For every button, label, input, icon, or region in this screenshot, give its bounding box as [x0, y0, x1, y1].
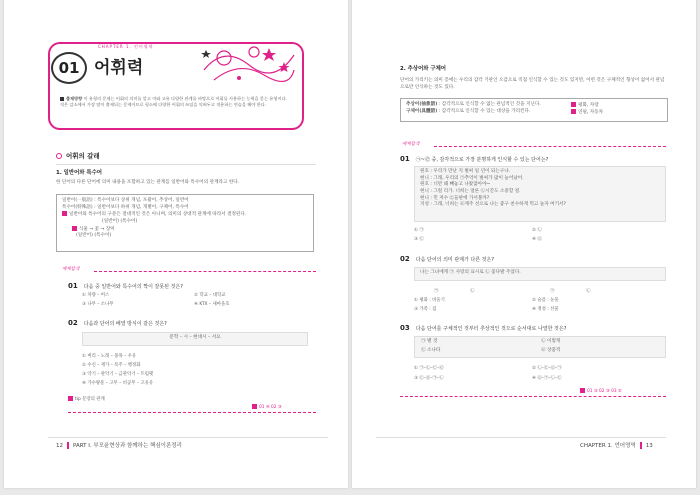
- example-tag: 예제탐색: [62, 267, 80, 272]
- dialog-line: 원호 : 우리가 만난 지 벌써 일 년이 되는구나.: [420, 169, 511, 174]
- option[interactable]: ④ 가수왕물 – 고무 – 비공무 – 고유유: [82, 381, 154, 386]
- option[interactable]: ② 학교 – 대학교: [194, 293, 226, 298]
- question-2-box: 나는 그녀에게 ㉠ 사랑의 표시로 ㉡ 꽃다발 주었다.: [414, 267, 666, 281]
- chapter-label: CHAPTER 1. 언어영역: [98, 44, 154, 49]
- option[interactable]: ③ 나무 – 소나무: [82, 302, 114, 307]
- def-line: 일반어(一般語) : 특수어보다 상위 개념, 포괄어, 추상어, 일반어: [62, 198, 189, 203]
- question-2: 02 다음 단어의 의미 관계가 다른 것은?: [400, 255, 494, 263]
- answer-key: 01 ③ 02 ③ 03 ②: [580, 388, 622, 395]
- decorative-flourish: [194, 40, 299, 86]
- question-1: 01 다음 중 일반어와 특수어의 짝이 잘못된 것은?: [68, 282, 183, 290]
- option[interactable]: ② ㉡: [532, 228, 542, 233]
- answer-icon: [580, 388, 585, 393]
- option[interactable]: ① ㉠: [414, 228, 424, 233]
- section-heading: [56, 152, 100, 161]
- question-3-box: [414, 336, 666, 358]
- question-3: 03 다음 단어를 구체적인 것부터 추상적인 것으로 순서대로 나열한 것은?: [400, 324, 567, 332]
- option[interactable]: ② 수신 – 재가 – 폭주 – 행정화: [82, 363, 141, 368]
- col-label: ㉡: [470, 289, 475, 294]
- title-description: [60, 96, 290, 108]
- question-2-box: 문학 – 시 – 현대시 – 서요: [82, 332, 308, 346]
- dashed-divider: [94, 271, 316, 272]
- dashed-divider: [400, 396, 666, 397]
- dialog-line: 지성 : 그래, 너희는 ㉣재주 선으로 나는 좋구 친수하게 먹고 놀자 여기서?: [420, 202, 566, 208]
- footer: [56, 442, 182, 451]
- col-label: ㉠: [434, 289, 439, 294]
- marker-icon: [62, 211, 67, 216]
- footer-text: PART I. 부모윤현상과 함께하는 핵심이론정리: [73, 443, 182, 449]
- def-line: 식물 → 꽃 → 장미: [62, 226, 308, 234]
- desc-text: 이 유형의 문제는 어휘의 의미를 알고 이와 고유 다양한 관계를 바탕으로 어휘를 사용하는 능력을 묻는 유형이다. 적은 감소에서 가장 많이 출제되는 문제이므로 평소에 다양한 어휘의 쓰임을 익혀두고 적용하는 연습을 해야 한다.: [60, 96, 287, 108]
- marker-icon: [571, 109, 576, 114]
- footer: [580, 442, 653, 451]
- desc-label: 출제방향: [66, 96, 83, 101]
- box-item: ㉢ 소나타: [421, 348, 441, 353]
- option[interactable]: ① 버리 – 노래 – 몽목 – 우유: [82, 354, 137, 359]
- circle-icon: [56, 153, 62, 159]
- def-line: (일반어) (특수어): [102, 218, 138, 224]
- box-item: ㉡ 이렇게: [541, 339, 561, 344]
- box-item: ㉣ 상품적: [541, 348, 561, 353]
- marker-icon: [571, 102, 576, 107]
- marker-icon: [68, 396, 73, 401]
- page-number: 13: [645, 443, 653, 449]
- option[interactable]: ③ ㉢: [414, 237, 424, 242]
- question-1: 01 ㉠~㉣ 중, 감각적으로 가장 분명하게 인식할 수 있는 단어는?: [400, 155, 549, 163]
- dialog-line: 현니 : 민 저수 ㉢들판에 가서볼까?: [420, 195, 490, 201]
- dialog-line: 현니 : 그럴 리가. 너희는 얼른 ㉡시간도 소중할 걸.: [420, 188, 521, 194]
- divider: [56, 164, 316, 165]
- answer-key: 01 ④ 02 ③: [252, 404, 282, 411]
- box-item: ㉠ 별 것: [421, 339, 438, 344]
- option[interactable]: ① ㉠–㉡–㉢–㉣: [414, 366, 444, 371]
- dialog-box: [414, 166, 666, 222]
- def-line: (일반어) (특수어): [76, 233, 112, 239]
- section-label: 어휘의 갈래: [66, 152, 100, 160]
- option[interactable]: ③ 악기 – 관악기 – 금관악기 – 트럼펫: [82, 372, 154, 377]
- option[interactable]: ① 차량 – 버스: [82, 293, 110, 298]
- bullet-icon: [60, 97, 64, 101]
- right-page: [352, 0, 696, 488]
- footer-text: CHAPTER 1. 언어영역: [580, 443, 636, 449]
- option[interactable]: ③ ㉢–㉣–㉠–㉡: [414, 376, 444, 381]
- option[interactable]: ② 슬픔 : 눈물: [532, 298, 559, 303]
- subheading-2-paragraph: 단어의 가리키는 의미 층에는 우리의 감각 기관인 오감으로 직접 인식할 수 있는 것도 있지만, 어떤 것은 구체적인 형상이 없어서 관념으로만 인식하는 것도 있다.: [400, 78, 665, 90]
- example-tag: 예제탐색: [402, 142, 420, 147]
- option[interactable]: ③ 가족 : 집: [414, 307, 437, 312]
- option[interactable]: ④ ㉣–㉠–㉡–㉢: [532, 376, 562, 381]
- footer-rule: [48, 437, 328, 438]
- subheading-1: 1. 일반어와 특수어: [56, 170, 103, 176]
- dashed-divider: [68, 412, 316, 413]
- definition-box-2: [400, 98, 668, 122]
- chapter-number: 01: [51, 52, 87, 84]
- dashed-divider: [434, 146, 666, 147]
- question-2: 02 다음과 단어의 배열 방식이 같은 것은?: [68, 319, 167, 327]
- option[interactable]: ② ㉡–㉢–㉣–㉠: [532, 366, 562, 371]
- dialog-line: 원호 : 너만 왜 빼놓고 나왔잖아야~: [420, 182, 491, 188]
- col-label: ㉠: [550, 289, 555, 294]
- marker-icon: [72, 226, 77, 231]
- option[interactable]: ④ 정성 : 선물: [532, 307, 559, 312]
- tip-note: tip 문장의 관계: [68, 396, 105, 403]
- def-row: 추상어(抽象語) : 감각적으로 인식할 수 없는 관념적인 것을 지닌다. 평화, 자랑: [406, 102, 599, 108]
- answer-icon: [252, 404, 257, 409]
- option[interactable]: ④ ㉣: [532, 237, 542, 242]
- footer-rule: [376, 437, 666, 438]
- page-title: 어휘력: [94, 58, 144, 78]
- left-page: [4, 0, 348, 488]
- option[interactable]: ④ KTX – 새마을호: [194, 302, 230, 307]
- subheading-2: 2. 추상어와 구체어: [400, 66, 447, 72]
- def-line: 일반어와 특수어의 구분은 절대적인 것은 아니며, 의미의 상대적 관계에 따라서 결정된다.: [62, 211, 308, 219]
- subheading-1-paragraph: 한 단어의 다른 단어에 의미 내용을 포함하고 있는 관계를 일반어와 특수어의 관계라고 한다.: [56, 180, 240, 185]
- def-row: 구체어(具體語) : 감각적으로 인식할 수 있는 대상을 가리킨다. 연필, 자동차: [406, 108, 604, 115]
- dialog-line: 현니 : 그래, 우리의 ㉠추억이 벌써가 많이 늘어났어.: [420, 175, 524, 181]
- option[interactable]: ① 평화 : 비둘기: [414, 298, 445, 303]
- definition-box: [56, 194, 314, 252]
- def-line: 특수어(特殊語) : 일반어보다 하위 개념, 개별어, 구체어, 특수어: [62, 204, 189, 210]
- page-number: 12: [56, 443, 63, 449]
- col-label: ㉡: [586, 289, 591, 294]
